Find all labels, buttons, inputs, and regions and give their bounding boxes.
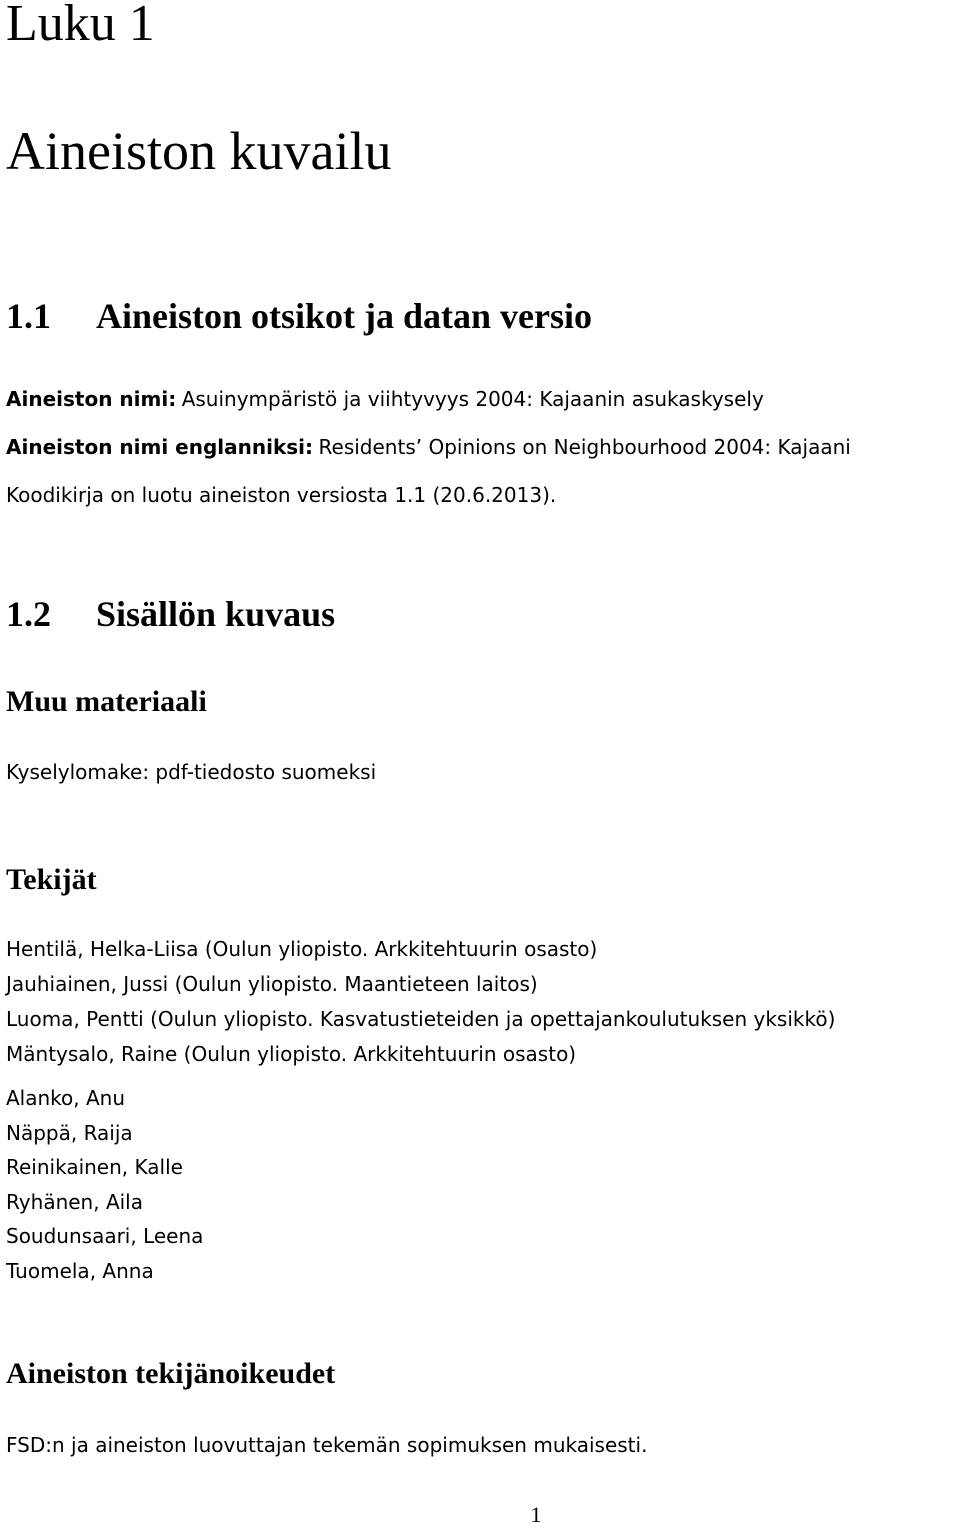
list-item: Hentilä, Helka-Liisa (Oulun yliopisto. Arkkitehtuurin osasto) [6,937,598,961]
list-item: Alanko, Anu [6,1086,126,1110]
other-material-text: Kyselylomake: pdf-tiedosto suomeksi [6,760,377,784]
other-authors-list [6,1081,203,1288]
section-heading-1-2 [6,592,335,636]
copyright-heading: Aineiston tekijänoikeudet [6,1357,336,1390]
affiliated-authors-list [6,932,835,1072]
dataset-name-en-value: Residents’ Opinions on Neighbourhood 2004: Kajaani [318,435,851,459]
authors-heading: Tekijät [6,863,97,896]
list-item: Tuomela, Anna [6,1258,154,1283]
list-item: Mäntysalo, Raine (Oulun yliopisto. Arkkitehtuurin osasto) [6,1042,577,1066]
codebook-version-note: Koodikirja on luotu aineiston versiosta 1.1 (20.6.2013). [6,483,557,507]
other-material-heading: Muu materiaali [6,685,207,718]
section-title: Aineiston otsikot ja datan versio [96,296,593,336]
copyright-text: FSD:n ja aineiston luovuttajan tekemän sopimuksen mukaisesti. [6,1433,648,1457]
dataset-name-en-line [6,432,851,462]
dataset-name-en-label: Aineiston nimi englanniksi: [6,435,314,459]
section-heading-1-1 [6,294,592,338]
section-title: Sisällön kuvaus [96,594,336,634]
dataset-name-label: Aineiston nimi: [6,387,177,411]
chapter-label: Luku 1 [6,0,155,52]
list-item: Luoma, Pentti (Oulun yliopisto. Kasvatustieteiden ja opettajankoulutuksen yksikkö) [6,1007,836,1031]
dataset-name-line [6,384,764,414]
section-number: 1.1 [6,296,51,336]
list-item: Ryhänen, Aila [6,1189,143,1214]
list-item: Soudunsaari, Leena [6,1224,204,1248]
list-item: Näppä, Raija [6,1120,133,1145]
section-number: 1.2 [6,594,51,634]
list-item: Jauhiainen, Jussi (Oulun yliopisto. Maantieteen laitos) [6,972,538,996]
chapter-title: Aineiston kuvailu [6,121,392,181]
dataset-name-value: Asuinympäristö ja viihtyvyys 2004: Kajaanin asukaskysely [181,387,764,411]
list-item: Reinikainen, Kalle [6,1155,183,1179]
page-number: 1 [530,1502,542,1527]
